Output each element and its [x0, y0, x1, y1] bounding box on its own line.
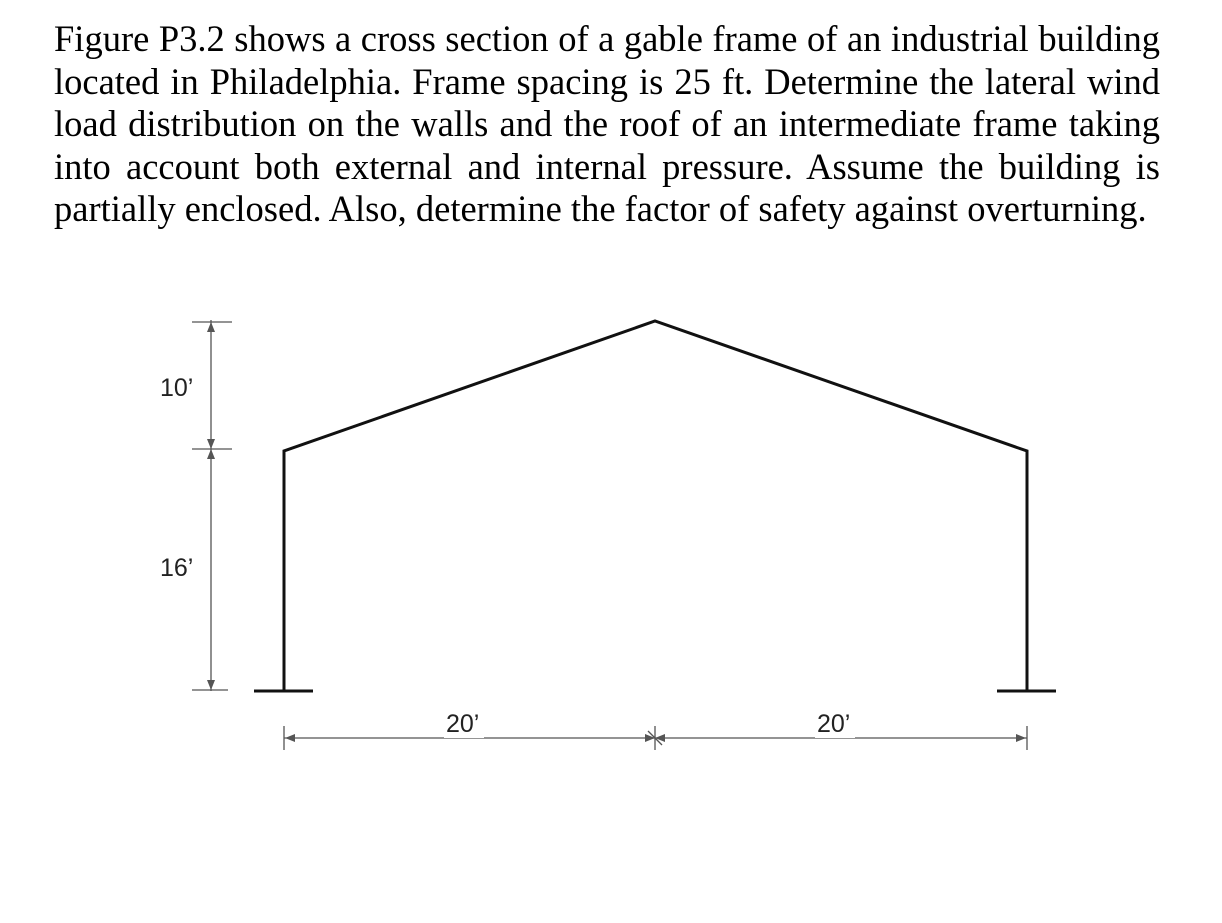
arrowhead — [285, 734, 295, 742]
roof-rise-label: 10’ — [160, 374, 194, 402]
arrowhead — [207, 439, 215, 449]
arrowhead — [207, 680, 215, 690]
gable-frame — [284, 321, 1027, 691]
eave-height-label: 16’ — [160, 554, 194, 582]
left-span-label: 20’ — [446, 710, 480, 738]
arrowhead — [207, 449, 215, 459]
arrowhead — [655, 734, 665, 742]
arrowhead — [1016, 734, 1026, 742]
right-span-label: 20’ — [817, 710, 851, 738]
problem-statement: Figure P3.2 shows a cross section of a gable frame of an industrial building located in Philadelphia. Frame spacing is 25 ft. Determine the lateral wind load distribution on the walls and the roof of an intermediate frame taking into account both external and internal pressure. Assume the building is partially enclosed. Also, determine the factor of safety against overturning. — [54, 18, 1160, 229]
arrowhead — [207, 322, 215, 332]
arrowhead — [645, 734, 655, 742]
